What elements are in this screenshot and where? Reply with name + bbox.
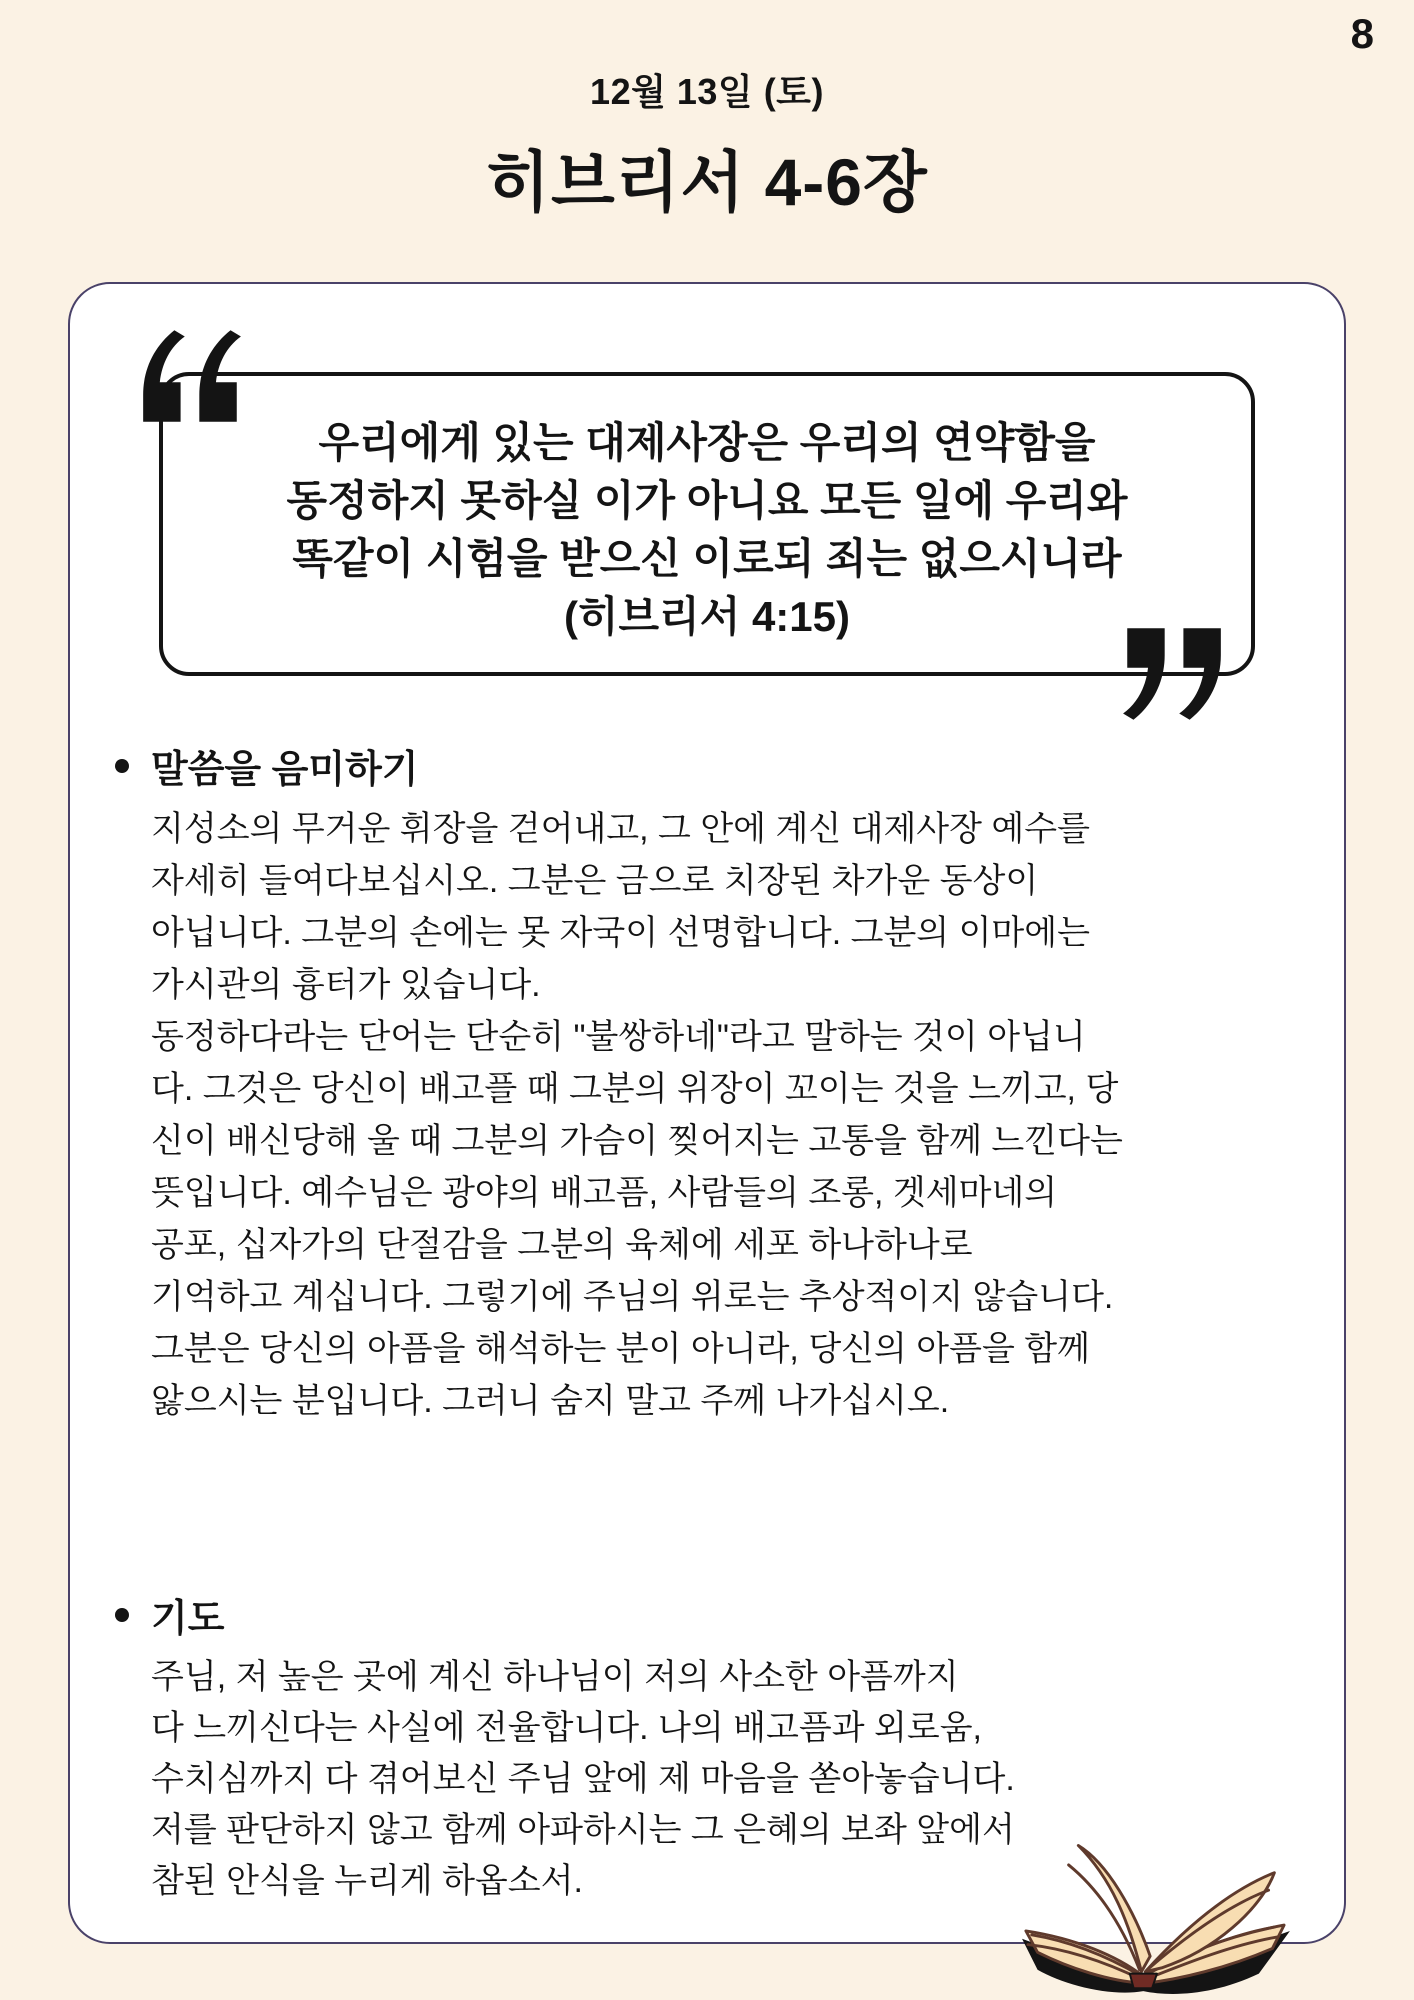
meditation-section	[115, 738, 1284, 1427]
page-number: 8	[1350, 10, 1374, 57]
meditation-line: 자세히 들여다보십시오. 그분은 금으로 치장된 차가운 동상이	[151, 862, 1039, 900]
meditation-line: 앓으시는 분입니다. 그러니 숨지 말고 주께 나가십시오.	[151, 1382, 950, 1420]
prayer-heading	[115, 1587, 1284, 1642]
bullet-icon	[115, 1608, 129, 1622]
verse-quote-box	[159, 372, 1255, 676]
meditation-line: 가시관의 흉터가 있습니다.	[151, 966, 541, 1004]
content-card	[68, 282, 1346, 1944]
verse-lines	[179, 414, 1235, 646]
meditation-line: 다. 그것은 당신이 배고플 때 그분의 위장이 꼬이는 것을 느끼고, 당	[151, 1070, 1119, 1108]
meditation-line: 신이 배신당해 울 때 그분의 가슴이 찢어지는 고통을 함께 느낀다는	[151, 1122, 1123, 1160]
page-header	[0, 64, 1414, 224]
meditation-line: 아닙니다. 그분의 손에는 못 자국이 선명합니다. 그분의 이마에는	[151, 914, 1090, 952]
prayer-line: 수치심까지 다 겪어보신 주님 앞에 제 마음을 쏟아놓습니다.	[151, 1760, 1015, 1798]
meditation-line: 공포, 십자가의 단절감을 그분의 육체에 세포 하나하나로	[151, 1226, 973, 1264]
verse-line: 우리에게 있는 대제사장은 우리의 연약함을	[318, 419, 1096, 466]
meditation-line: 동정하다라는 단어는 단순히 "불쌍하네"라고 말하는 것이 아닙니	[151, 1018, 1086, 1056]
date-heading: 12월 13일 (토)	[590, 71, 824, 112]
prayer-line: 저를 판단하지 않고 함께 아파하시는 그 은혜의 보좌 앞에서	[151, 1811, 1015, 1849]
open-quote-icon	[139, 330, 243, 422]
meditation-body	[151, 803, 1284, 1427]
verse-line: 동정하지 못하실 이가 아니요 모든 일에 우리와	[286, 477, 1128, 524]
meditation-line: 기억하고 계십니다. 그렇기에 주님의 위로는 추상적이지 않습니다.	[151, 1278, 1114, 1316]
meditation-title: 말씀을 음미하기	[151, 749, 419, 791]
meditation-line: 그분은 당신의 아픔을 해석하는 분이 아니라, 당신의 아픔을 함께	[151, 1330, 1090, 1368]
prayer-line: 다 느끼신다는 사실에 전율합니다. 나의 배고픔과 외로움,	[151, 1709, 982, 1747]
meditation-heading	[115, 738, 1284, 793]
page-title: 히브리서 4-6장	[486, 145, 928, 219]
verse-line: (히브리서 4:15)	[564, 593, 850, 640]
meditation-line: 지성소의 무거운 휘장을 걷어내고, 그 안에 계신 대제사장 예수를	[151, 810, 1090, 848]
open-book-illustration	[1010, 1830, 1300, 1995]
bullet-icon	[115, 759, 129, 773]
prayer-line: 참된 안식을 누리게 하옵소서.	[151, 1862, 583, 1900]
verse-line: 똑같이 시험을 받으신 이로되 죄는 없으시니라	[292, 535, 1122, 582]
prayer-title: 기도	[151, 1598, 225, 1640]
prayer-line: 주님, 저 높은 곳에 계신 하나님이 저의 사소한 아픔까지	[151, 1658, 959, 1696]
close-quote-icon	[1121, 628, 1225, 720]
meditation-line: 뜻입니다. 예수님은 광야의 배고픔, 사람들의 조롱, 겟세마네의	[151, 1174, 1058, 1212]
